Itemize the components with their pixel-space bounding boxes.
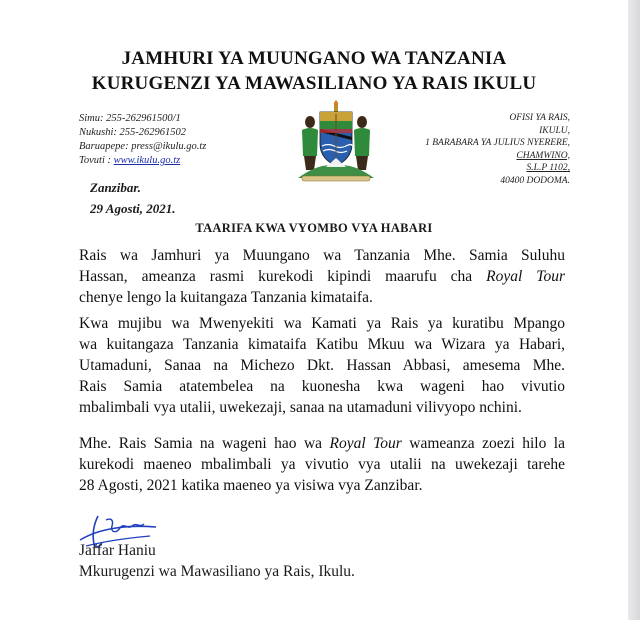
phone-line: Simu: 255-262961500/1 — [79, 113, 181, 124]
letterhead-title-line2: KURUGENZI YA MAWASILIANO YA RAIS IKULU — [91, 73, 537, 94]
contact-block — [79, 112, 206, 168]
emblem-flame — [334, 100, 338, 106]
email-line: Baruapepe: press@ikulu.go.tz — [79, 141, 207, 152]
website-link[interactable]: www.ikulu.go.tz — [113, 155, 181, 166]
paragraph-2-line-5: mbalimbali vya utalii, uwekezaji, sanaa na utamaduni vilivyopo nchini. — [79, 399, 522, 416]
paragraph-1 — [79, 245, 565, 308]
paragraph-2 — [79, 313, 565, 418]
office-address-block — [425, 112, 570, 187]
emblem-right-figure-head — [357, 116, 367, 128]
paragraph-3-line-3: 28 Agosti, 2021 katika maeneo ya visiwa vya Zanzibar. — [79, 477, 423, 494]
signature-stroke-1 — [80, 526, 156, 540]
office-line-2: IKULU, — [539, 125, 570, 136]
website-label: Tovuti : — [79, 155, 114, 166]
paragraph-2-line-3: Utamaduni, Sanaa na Michezo Dkt. Hassan Abbasi, amesema Mhe. — [79, 357, 565, 374]
fax-line: Nukushi: 255-262961502 — [79, 127, 187, 138]
place-date-block — [90, 177, 175, 219]
office-line-1: OFISI YA RAIS, — [509, 113, 570, 123]
paragraph-3-line-1 — [79, 433, 565, 454]
office-line-6: 40400 DODOMA. — [500, 175, 570, 186]
coat-of-arms-emblem — [290, 100, 382, 182]
signature-stroke-3 — [106, 519, 144, 532]
signatory-title: Mkurugenzi wa Mawasiliano ya Rais, Ikulu. — [79, 563, 355, 580]
letterhead-title-line1: JAMHURI YA MUUNGANO WA TANZANIA — [121, 48, 507, 69]
paragraph-1-line-2-text: Hassan, ameanza rasmi kurekodi kipindi maarufu cha — [79, 268, 487, 285]
paragraph-2-line-2: wa kuitangaza Tanzania kimataifa Katibu Mkuu wa Wizara ya Habari, — [79, 336, 565, 353]
signatory-name: Jaffar Haniu — [79, 542, 156, 559]
emblem-right-figure-legs — [356, 156, 368, 170]
paragraph-3-line-1-a: Mhe. Rais Samia na wageni hao wa — [79, 435, 330, 452]
royal-tour-emphasis: Royal Tour — [486, 268, 565, 285]
emblem-left-figure-head — [305, 116, 315, 128]
paragraph-3-line-1-c: wameanza zoezi hilo la — [401, 435, 565, 452]
emblem-right-figure-body — [354, 128, 370, 156]
page-edge-strip — [628, 0, 640, 620]
website-line — [79, 154, 206, 168]
paragraph-3-line-2: kurekodi maeneo mbalimbali ya vivutio vya utalii na uwekezaji tarehe — [79, 456, 565, 473]
office-line-3: 1 BARABARA YA JULIUS NYERERE, — [425, 138, 570, 148]
paragraph-1-line-2 — [79, 266, 565, 287]
emblem-left-figure-legs — [304, 156, 316, 170]
paragraph-2-line-4: Rais Samia atatembelea na kuonesha kwa wageni hao vivutio — [79, 378, 565, 395]
emblem-left-figure-body — [302, 128, 318, 156]
paragraph-1-line-1: Rais wa Jamhuri ya Muungano wa Tanzania Mhe. Samia Suluhu — [79, 247, 565, 264]
paragraph-2-line-1: Kwa mujibu wa Mwenyekiti wa Kamati ya Rais ya kuratibu Mpango — [79, 315, 565, 332]
date: 29 Agosti, 2021. — [90, 201, 176, 216]
office-line-4: CHAMWINO, — [516, 150, 570, 161]
press-release-heading: TAARIFA KWA VYOMBO VYA HABARI — [195, 221, 433, 235]
paragraph-1-line-3: chenye lengo la kuitangaza Tanzania kimataifa. — [79, 289, 373, 306]
royal-tour-emphasis-2: Royal Tour — [329, 435, 402, 452]
emblem-motto-ribbon — [302, 176, 370, 181]
place: Zanzibar. — [90, 180, 141, 195]
office-line-5: S.L.P 1102, — [526, 163, 570, 173]
paragraph-3 — [79, 433, 565, 496]
